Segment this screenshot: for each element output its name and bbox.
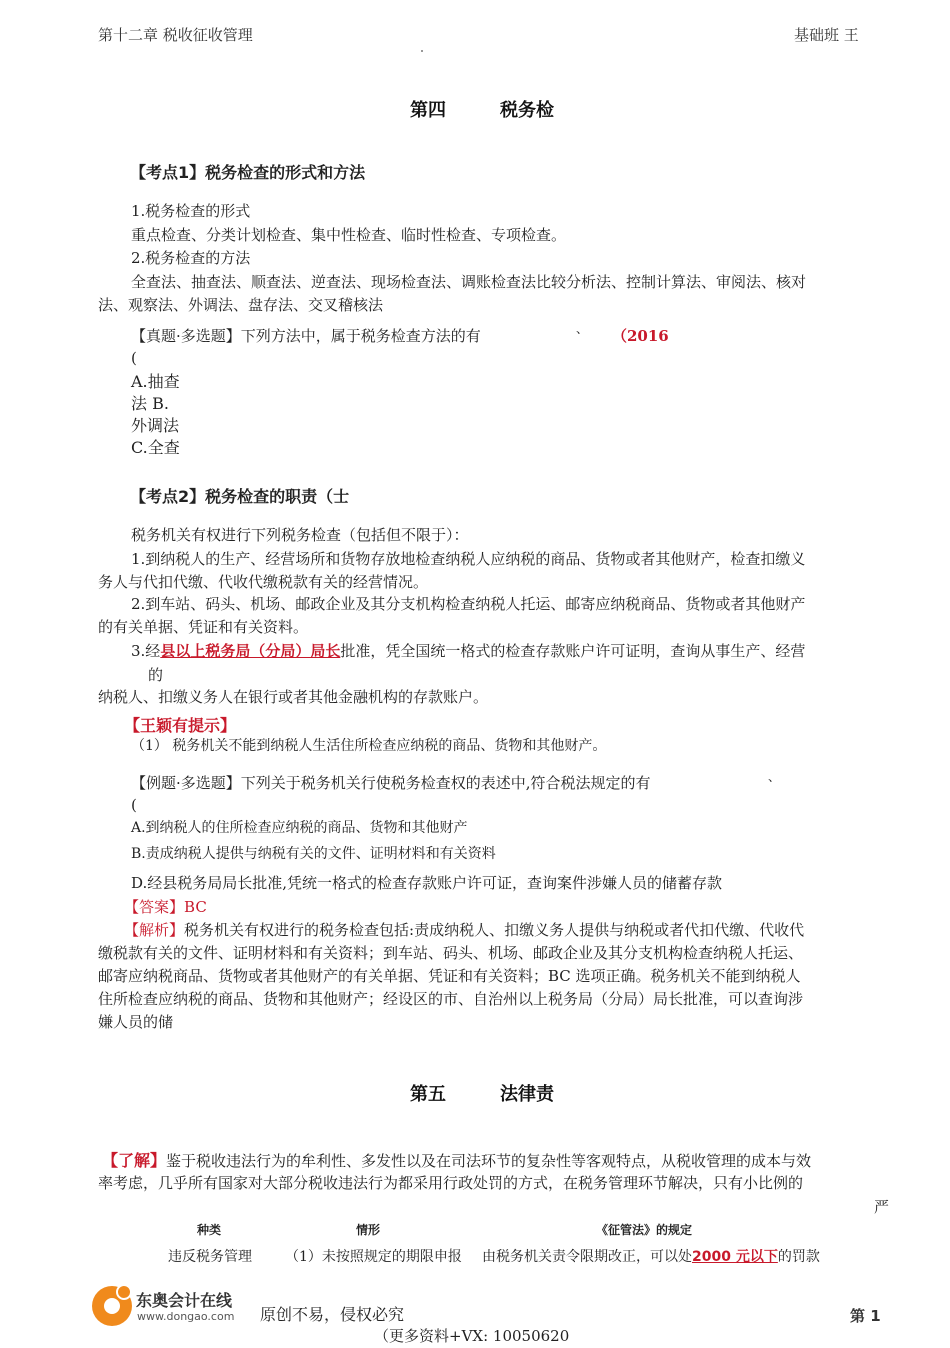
table-header-type: 种类 xyxy=(197,1223,222,1237)
understand-text-1: 鉴于税收违法行为的牟利性、多发性以及在司法环节的复杂性等客观特点，从税收管理的成本与效 xyxy=(166,1152,812,1170)
header-course: 基础班 王 xyxy=(794,26,859,44)
table-row1-law-amount: 2000 元以下 xyxy=(692,1249,778,1265)
logo-icon-dot xyxy=(116,1284,132,1300)
section5-title-a: 第五 xyxy=(410,1084,446,1105)
q2-analysis-text-1: 税务机关有权进行的税务检查包括:责成纳税人、扣缴义务人提供与纳税或者代扣代缴、代收代 xyxy=(184,921,805,939)
q2-option-b-wrap xyxy=(131,843,496,862)
table-row1-law-pre: 由税务机关责令限期改正，可以处 xyxy=(482,1249,692,1265)
q2-answer xyxy=(124,896,207,919)
kp1-title-wrap xyxy=(130,160,366,182)
kp1-method-text-1: 全查法、抽查法、顺查法、逆查法、现场检查法、调账检查法比较分析法、控制计算法、审阅法、核对 xyxy=(131,273,807,291)
logo-icon-inner xyxy=(104,1298,120,1314)
kp2-title-wrap xyxy=(130,484,350,506)
q1-option-c: C.全查 xyxy=(131,438,180,457)
kp2-item2-line1: 2.到车站、码头、机场、邮政企业及其分支机构检查纳税人托运、邮寄应纳税商品、货物或者其他财产 xyxy=(131,595,806,613)
q2-analysis-label: 【解析】 xyxy=(124,921,185,939)
kp1-title: 【考点1】税务检查的形式和方法 xyxy=(130,163,366,182)
section5-title-b-wrap xyxy=(500,1080,554,1105)
kp2-item3-pre: 3.经 xyxy=(131,642,161,660)
footer-more: （更多资料+VX: 10050620 xyxy=(374,1327,570,1345)
q1-option-a-1: A.抽查 xyxy=(131,372,180,391)
footer-page-wrap xyxy=(850,1305,881,1325)
table-row1 xyxy=(168,1249,828,1265)
understand-line2: 率考虑，几乎所有国家对大部分税收违法行为都采用行政处罚的方式，在税务管理环节解决，只有小比例的 xyxy=(98,1174,804,1192)
table-row1-situation: （1）未按照规定的期限申报 xyxy=(285,1249,462,1265)
kp1-form-text: 重点检查、分类计划检查、集中性检查、临时性检查、专项检查。 xyxy=(131,226,567,244)
section4-title-wrap xyxy=(410,96,446,121)
kp2-item3-post: 批准，凭全国统一格式的检查存款账户许可证明，查询从事生产、经营 xyxy=(340,642,806,660)
q1-paren: ( xyxy=(131,349,137,367)
q2-stem: 【例题·多选题】下列关于税务机关行使税务检查权的表述中,符合税法规定的有 xyxy=(131,774,651,792)
kp2-intro: 税务机关有权进行下列税务检查（包括但不限于）： xyxy=(131,526,469,544)
section5-title-wrap xyxy=(410,1080,446,1105)
q2-answer-label: 【答案】 xyxy=(124,898,185,916)
q2-stem-tail: 、 xyxy=(768,770,781,784)
q1-year: （2016 xyxy=(612,327,669,345)
kp2-item3-line1 xyxy=(131,640,805,663)
footer-page: 第 1 xyxy=(850,1307,881,1325)
footer-more-wrap xyxy=(374,1325,569,1344)
understand-label: 【了解】 xyxy=(102,1151,167,1170)
table-row1-type: 违反税务管理 xyxy=(168,1249,252,1265)
section4-title-a: 第四 xyxy=(410,100,446,121)
q2-option-a: A.到纳税人的住所检查应纳税的商品、货物和其他财产 xyxy=(131,820,468,836)
understand-line3-wrap xyxy=(874,1196,890,1216)
header-chapter: 第十二章 税收征收管理 xyxy=(98,26,253,44)
q2-analysis-line5: 嫌人员的储 xyxy=(98,1013,174,1031)
kp2-item1-line1: 1.到纳税人的生产、经营场所和货物存放地检查纳税人应纳税的商品、货物或者其他财产，检查扣缴义 xyxy=(131,550,806,568)
q2-analysis-line2: 缴税款有关的文件、证明材料和有关资料；到车站、码头、机场、邮政企业及其分支机构检查纳税人托运、 xyxy=(98,944,804,962)
q2-analysis-line4: 住所检查应纳税的商品、货物和其他财产；经设区的市、自治州以上税务局（分局）局长批准，可以查询涉 xyxy=(98,990,804,1008)
q2-option-b: B.责成纳税人提供与纳税有关的文件、证明材料和有关资料 xyxy=(131,846,496,862)
header-dot xyxy=(421,50,423,52)
q2-analysis-line3: 邮寄应纳税商品、货物或者其他财产的有关单据、凭证和有关资料；BC 选项正确。税务机关不能到纳税人 xyxy=(98,967,801,985)
kp2-title: 【考点2】税务检查的职责（士 xyxy=(130,487,350,506)
understand-line1 xyxy=(102,1149,811,1173)
kp1-form-heading: 1.税务检查的形式 xyxy=(131,202,251,220)
logo-name: 东奥会计在线 xyxy=(136,1291,233,1310)
q1-option-a-2: 法 B. xyxy=(131,394,169,413)
section5-title-b: 法律责 xyxy=(500,1084,554,1105)
table-header-law: 《征管法》的规定 xyxy=(596,1223,693,1237)
q1-option-b: 外调法 xyxy=(131,416,180,435)
kp2-item3-line3: 纳税人、扣缴义务人在银行或者其他金融机构的存款账户。 xyxy=(98,688,489,706)
q2-answer-value: BC xyxy=(184,898,207,916)
kp1-method-text-2-wrap xyxy=(98,294,384,314)
kp2-item2-line2: 的有关单据、凭证和有关资料。 xyxy=(98,618,309,636)
table-header-situation: 情形 xyxy=(356,1223,381,1237)
kp2-tip-text: （1） 税务机关不能到纳税人生活住所检查应纳税的商品、货物和其他财产。 xyxy=(131,738,607,754)
kp1-method-heading: 2.税务检查的方法 xyxy=(131,249,251,267)
table-row1-law-post: 的罚款 xyxy=(777,1249,820,1265)
table-row1-law xyxy=(482,1246,820,1269)
q1-year-wrap xyxy=(612,325,669,345)
section4-title-b: 税务检 xyxy=(500,100,554,121)
header-chapter-wrap xyxy=(98,26,253,44)
q1-stem-tail: 、 xyxy=(576,322,589,336)
q2-paren: ( xyxy=(131,796,137,814)
understand-text-3: 严 xyxy=(874,1198,890,1216)
logo-url: www.dongao.com xyxy=(137,1310,235,1323)
kp2-item3-highlight: 县以上税务局（分局）局长 xyxy=(160,642,341,660)
kp1-method-text-2: 法、观察法、外调法、盘存法、交叉稽核法 xyxy=(98,296,384,314)
kp2-item3-line2: 的 xyxy=(148,666,164,684)
q1-stem: 【真题·多选题】下列方法中，属于税务检查方法的有 xyxy=(131,327,481,345)
kp2-item1-line2: 务人与代扣代缴、代收代缴税款有关的经营情况。 xyxy=(98,573,429,591)
q2-option-d: D.经县税务局局长批准,凭统一格式的检查存款账户许可证，查询案件涉嫌人员的储蓄存款 xyxy=(131,874,723,892)
q2-analysis-line1 xyxy=(124,919,804,942)
kp2-tip-label: 【王颖有提示】 xyxy=(124,716,237,735)
header-course-wrap xyxy=(794,26,859,44)
section4-title-b-wrap xyxy=(500,96,554,121)
footer-slogan: 原创不易，侵权必究 xyxy=(260,1305,405,1324)
